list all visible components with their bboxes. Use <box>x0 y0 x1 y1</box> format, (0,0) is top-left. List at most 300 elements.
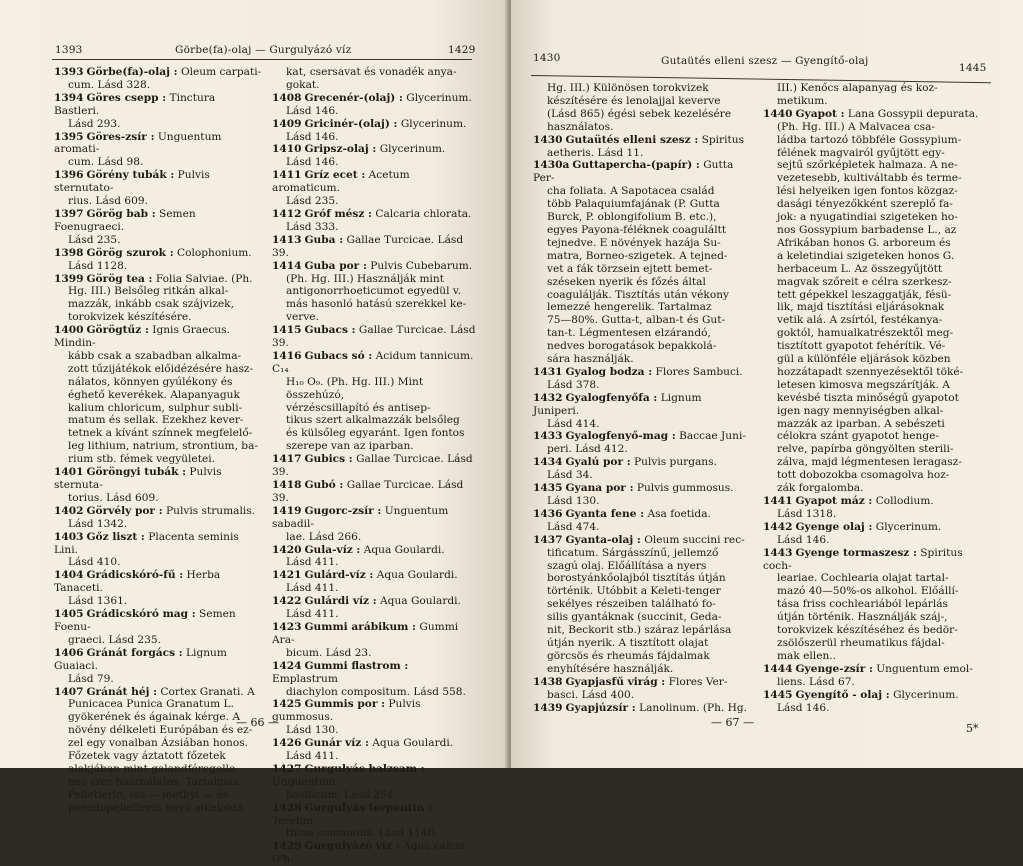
entry-number: 1405 <box>54 608 84 621</box>
entry-text-line: Lásd 1318. <box>777 507 837 520</box>
entry-number: 1413 <box>272 233 302 246</box>
entry-text-line: tejnedve. E növények hazája Su- <box>547 236 721 249</box>
entry-text-line: Lignum Guaiaci. <box>54 646 227 672</box>
entry-headword: Gyapjasfű virág : <box>565 675 666 688</box>
entry-text-line: Acidum tannicum. C₁₄ <box>272 349 474 375</box>
entry-text-line: Glycerinum. <box>379 143 446 156</box>
dictionary-entry <box>272 763 477 802</box>
dictionary-entry <box>533 392 751 431</box>
dictionary-entry <box>533 456 751 482</box>
entry-text-line: magvak szőreit e célra szerkesz- <box>777 275 952 288</box>
entry-text-line: lik, majd tisztítási eljárásoknak <box>777 301 945 314</box>
entry-headword: Gubics : <box>304 453 353 466</box>
entry-text-line: Flores Sambuci. <box>655 365 743 378</box>
entry-text-line: bicum. Lásd 23. <box>286 646 372 659</box>
entry-text-line: lési helyeiken igen fontos közgaz- <box>777 185 958 198</box>
entry-text-line: herbaceum L. Az összegyűjtött <box>777 262 943 275</box>
entry-text-line: dasági tényezőkként szereplő fa- <box>777 198 953 211</box>
entry-text-line: Lásd 79. <box>68 672 114 685</box>
entry-headword: Gubacs só : <box>304 349 373 362</box>
entry-text-line: Lásd 414. <box>547 417 600 430</box>
entry-text-line: Cortex Granati. A <box>160 685 255 698</box>
entry-text-line: Pulvis gummosus. <box>636 482 734 495</box>
entry-text-line: Lásd 235. <box>68 233 121 246</box>
entry-number: 1415 <box>272 324 302 337</box>
entry-text-line: Lanolinum. (Ph. Hg. <box>639 701 748 714</box>
entry-text-line: metikum. <box>777 94 828 107</box>
dictionary-entry <box>272 737 477 763</box>
entry-headword: Gulárdi víz : <box>304 595 377 608</box>
dictionary-entry <box>533 134 751 160</box>
entry-text-line: Herba Tanaceti. <box>54 569 221 595</box>
entry-headword: Gummi flastrom : <box>304 659 409 672</box>
entry-text-line: sára használják. <box>547 353 634 366</box>
entry-number: 1425 <box>272 698 302 711</box>
entry-text-line: éghető keverékek. Alapanyaguk <box>68 388 240 401</box>
entry-text-line: mazzák az iparban. A sebészeti <box>777 417 945 430</box>
entry-text-line: Glycerinum. <box>400 117 467 130</box>
entry-headword: Gubó : <box>304 479 344 491</box>
entry-text-line: Pulvis strumalis. <box>166 504 256 517</box>
entry-number: 1397 <box>54 207 84 220</box>
entry-text-line: Lásd 146. <box>777 533 830 546</box>
entry-text-line: III.) Kenőcs alapanyag és koz- <box>777 82 938 94</box>
entry-text-line: készítésére és lenolajjal keverve <box>547 94 721 107</box>
entry-text-line: nedves borogatások bepakkolá- <box>547 340 717 353</box>
entry-headword: Gulárd-víz : <box>304 569 374 582</box>
entry-text-line: Spiritus <box>701 133 745 146</box>
entry-text-line: Acetum aromaticum. <box>272 169 410 195</box>
entry-number: 1393 <box>54 66 84 78</box>
right-page-number: — 67 — <box>711 716 754 729</box>
entry-text-line: aetheris. Lásd 11. <box>547 146 644 159</box>
entry-text-line: Afrikában honos G. arboreum és <box>777 236 951 249</box>
dictionary-entry <box>533 366 751 392</box>
entry-headword: Gricinér-(olaj) : <box>304 117 398 130</box>
entry-text-line: peri. Lásd 412. <box>547 443 628 456</box>
entry-text-line: Spiritus coch- <box>763 546 963 572</box>
entry-headword: Gyenge-zsír : <box>795 662 873 675</box>
entry-headword: Gőz liszt : <box>86 530 145 543</box>
entry-number: 1422 <box>272 595 302 608</box>
entry-number: 1430a <box>533 159 570 172</box>
entry-text-line: Lásd 333. <box>286 220 339 233</box>
entry-number: 1404 <box>54 569 84 582</box>
entry-text-line: sejtű szőrképletek halmaza. A ne- <box>777 159 958 172</box>
dictionary-entry <box>272 208 477 234</box>
entry-text-line: Unguentum <box>272 775 336 788</box>
entry-text-line: tificatum. Sárgásszínű, jellemző <box>547 546 719 559</box>
entry-text-line: Lásd 34. <box>547 469 593 482</box>
entry-text-line: Lásd 1342. <box>68 517 128 530</box>
dictionary-entry <box>533 159 751 366</box>
entry-headword: Gránát héj : <box>86 685 158 698</box>
entry-number: 1409 <box>272 117 302 130</box>
entry-text-line: mazzák, inkább csak szájvizek, <box>68 298 234 311</box>
dictionary-entry <box>272 544 477 570</box>
entry-text-line: goktól, hamualkatrészektől meg- <box>777 327 954 340</box>
dictionary-entry <box>54 686 262 815</box>
entry-headword: Gránát forgács : <box>86 646 183 659</box>
entry-text-line: Lásd 411. <box>286 582 339 595</box>
entry-text-line: cum. Lásd 98. <box>68 156 144 169</box>
entry-headword: Gyenge olaj : <box>795 520 873 533</box>
entry-headword: Gunár víz : <box>304 737 369 750</box>
entry-text-line: Aqua Goulardi. <box>363 543 445 556</box>
entry-number: 1394 <box>54 91 84 104</box>
dictionary-entry <box>272 118 477 144</box>
dictionary-entry <box>272 143 477 169</box>
entry-text-line: Oleum carpati- <box>180 66 262 78</box>
entry-text-line: Gallae Turcicae. Lásd 39. <box>272 233 464 259</box>
entry-number: 1432 <box>533 391 563 404</box>
entry-text-line: történik. Utóbbit a Keleti-tenger <box>547 585 721 598</box>
entry-text-line: mak ellen.. <box>777 649 837 662</box>
entry-text-line: Aqua calcis. (Ph. <box>272 840 468 866</box>
entry-text-line: hozzátapadt szennyezésektől töké- <box>777 365 964 378</box>
entry-text-line: Glycerinum. <box>893 688 959 701</box>
entry-text-line: Pulvis sternutato- <box>54 169 210 195</box>
entry-number: 1443 <box>763 546 793 559</box>
entry-headword: Göres-zsír : <box>86 130 155 143</box>
entry-headword: Gurgulyás terpentin : <box>304 801 432 814</box>
left-page-number: — 66 — <box>236 716 279 729</box>
entry-number: 1395 <box>54 130 84 143</box>
dictionary-entry <box>54 169 262 208</box>
entry-number: 1440 <box>763 107 793 120</box>
entry-headword: Görög szurok : <box>86 246 174 259</box>
entry-number: 1410 <box>272 143 302 156</box>
entry-number: 1402 <box>54 504 84 517</box>
dictionary-entry <box>54 505 262 531</box>
dictionary-entry <box>272 260 477 325</box>
entry-number: 1426 <box>272 737 302 750</box>
entry-text-line: Glycerinum. <box>875 520 942 533</box>
left-header-rule <box>52 59 472 60</box>
entry-text-line: Aqua Goulardi. <box>376 569 458 582</box>
entry-text-line: (Lásd 865) égési sebek kezelésére <box>547 107 732 120</box>
entry-headword: Guttapercha-(papír) : <box>572 159 700 172</box>
entry-number: 1407 <box>54 685 84 698</box>
entry-headword: Görbe(fa)-olaj : <box>86 66 178 78</box>
entry-text-line: ládba tartozó többféle Gossypium- <box>777 133 962 146</box>
entry-text-line: Punicacea Punica Granatum L. <box>68 698 234 711</box>
entry-text-line: thina communis. Lásd 1146. <box>286 827 438 840</box>
entry-headword: Gula-víz : <box>304 543 361 556</box>
dictionary-entry <box>272 569 477 595</box>
entry-number: 1429 <box>272 840 302 853</box>
entry-text-line: Pulvis sternuta- <box>54 466 222 491</box>
entry-text-line: Pelletierin, iso — methyl — és <box>68 788 229 801</box>
entry-text-line: matum és sellak. Ezekhez kever- <box>68 414 244 427</box>
entry-text-line: Aqua Goulardi. <box>372 737 454 750</box>
entry-headword: Gurgulyás balzsam : <box>304 762 425 775</box>
entry-text-line: jok: a nyugatindiai szigeteken ho- <box>777 211 958 224</box>
dictionary-entry <box>763 82 983 108</box>
left-column-2 <box>272 66 477 866</box>
entry-text-line: basci. Lásd 400. <box>547 688 635 701</box>
entry-text-line: tetnek a kívánt színnek megfelelő- <box>68 427 253 440</box>
entry-headword: Gyanta-olaj : <box>565 533 641 546</box>
dictionary-entry <box>272 802 477 841</box>
entry-text-line: Hg. III.) Belsőleg ritkán alkal- <box>68 285 229 298</box>
entry-headword: Gyengítő - olaj : <box>795 688 890 701</box>
dictionary-entry <box>54 92 262 131</box>
entry-text-line: torokvizek készítésére. <box>68 311 192 324</box>
entry-text-line: pseudopelletierin nevű alkaloidá- <box>68 801 247 814</box>
entry-text-line: zák forgalomba. <box>777 482 864 495</box>
entry-number: 1414 <box>272 259 302 272</box>
entry-text-line: (Ph. Hg. III.) A Malvacea csa- <box>777 120 936 133</box>
entry-text-line: tikus szert alkalmazzák belsőleg <box>286 414 460 427</box>
dictionary-entry <box>763 521 983 547</box>
entry-text-line: vérzéscsillapító és antisep- <box>286 401 431 414</box>
right-page <box>511 0 1023 768</box>
dictionary-entry <box>533 482 751 508</box>
entry-text-line: Gutta Per- <box>533 159 734 185</box>
entry-text-line: Baccae Juni- <box>679 430 746 443</box>
dictionary-entry <box>272 324 477 350</box>
entry-number: 1416 <box>272 349 302 362</box>
entry-number: 1437 <box>533 533 563 546</box>
dictionary-entry <box>54 247 262 273</box>
dictionary-entry <box>272 66 477 92</box>
entry-text-line: görcsös és rheumás fájdalmak <box>547 649 710 662</box>
dictionary-entry <box>272 595 477 621</box>
entry-text-line: Asa foetida. <box>647 507 711 520</box>
entry-text-line: lemezzé hengerelik. Tartalmaz <box>547 301 712 314</box>
entry-text-line: félének magvairól gyűjtött egy- <box>777 146 945 159</box>
entry-text-line: Colophonium. <box>177 246 252 259</box>
entry-headword: Gyanta fene : <box>565 507 645 520</box>
entry-text-line: lae. Lásd 266. <box>286 530 362 543</box>
entry-text-line: szagú olaj. Előállítása a nyers <box>547 559 707 572</box>
entry-text-line: torokvizek készítéséhez és bedör- <box>777 624 958 637</box>
entry-headword: Gurgulyázó víz : <box>304 840 400 853</box>
entry-text-line: Lásd 411. <box>286 556 339 569</box>
entry-text-line: Lásd 130. <box>547 495 600 507</box>
dictionary-entry <box>533 508 751 534</box>
entry-text-line: nit, Beckorit stb.) száraz lepárlása <box>547 624 732 637</box>
dictionary-entry <box>763 495 983 521</box>
entry-headword: Gummis por : <box>304 698 385 711</box>
entry-text-line: tan-t. Légmentesen elzárandó, <box>547 327 711 340</box>
dictionary-entry <box>272 169 477 208</box>
entry-text-line: használatos. <box>547 120 614 133</box>
entry-text-line: növény délkeleti Európában és ez- <box>68 724 253 737</box>
entry-text-line: egyes Payona-féléknek coaguláltt <box>547 223 727 236</box>
entry-headword: Gyana por : <box>565 482 634 495</box>
entry-text-line: sekélyes részeiben található fo- <box>547 598 716 611</box>
signature-mark: 5* <box>966 722 979 735</box>
entry-text-line: vet a fák törzsein ejtett bemet- <box>547 262 713 275</box>
entry-number: 1434 <box>533 456 563 469</box>
entry-headword: Grádicskóró-fű : <box>86 569 184 582</box>
entry-text-line: célokra szánt gyapotot henge- <box>777 430 939 443</box>
entry-headword: Gyapot : <box>795 107 845 120</box>
entry-number: 1430 <box>533 133 563 146</box>
entry-headword: Gríz ecet : <box>304 169 366 182</box>
dictionary-entry <box>272 621 477 660</box>
entry-text-line: Unguentum sabadil- <box>272 504 449 530</box>
entry-text-line: zott tűzijátékok előidézésére hasz- <box>68 362 254 375</box>
entry-text-line: Pulvis purgans. <box>634 456 717 469</box>
entry-text-line: Gallae Turcicae. Lásd 39. <box>272 453 473 479</box>
entry-text-line: kevésbé tiszta minőségű gyapotot <box>777 391 959 404</box>
entry-text-line: Lásd 235. <box>286 195 339 208</box>
entry-text-line: Lana Gossypii depurata. <box>847 107 979 120</box>
entry-headword: Guba : <box>304 233 344 246</box>
entry-number: 1445 <box>763 688 793 701</box>
left-page <box>0 0 509 866</box>
entry-text-line: Placenta seminis Lini. <box>54 530 239 556</box>
entry-text-line: Unguentum emol- <box>876 662 973 675</box>
entry-number: 1401 <box>54 466 84 479</box>
entry-number: 1423 <box>272 620 302 633</box>
entry-text-line: tisztított gyapotot fehérítik. Vé- <box>777 340 946 353</box>
entry-headword: Gugorc-zsír : <box>304 504 382 517</box>
entry-number: 1444 <box>763 662 793 675</box>
entry-headword: Görög tea : <box>86 272 153 285</box>
entry-text-line: Lignum Juniperi. <box>533 391 702 417</box>
entry-headword: Gyalú por : <box>565 456 631 469</box>
entry-text-line: több Palaquiumfajának (P. Gutta <box>547 198 720 211</box>
entry-text-line: más hasonló hatású szerekkel ke- <box>286 298 467 311</box>
entry-headword: Görvély por : <box>86 504 163 517</box>
entry-text-line: 75—80%. Gutta-t, alban-t és Gut- <box>547 314 726 327</box>
dictionary-entry <box>54 208 262 247</box>
dictionary-entry <box>272 840 477 866</box>
dictionary-entry <box>272 234 477 260</box>
entry-headword: Göröngyi tubák : <box>86 466 187 479</box>
entry-text-line: a keletindiai szigeteken honos G. <box>777 249 955 262</box>
entry-number: 1421 <box>272 569 302 582</box>
entry-number: 1436 <box>533 507 563 520</box>
entry-headword: Gutaütés elleni szesz : <box>565 133 699 146</box>
entry-number: 1438 <box>533 675 563 688</box>
entry-text-line: Lásd 378. <box>547 378 600 391</box>
entry-number: 1400 <box>54 324 84 337</box>
entry-text-line: Semen Foenugraeci. <box>54 207 196 233</box>
entry-text-line: H₁₀ O₉. (Ph. Hg. III.) Mint összehúzó, <box>286 375 424 401</box>
entry-text-line: rius. Lásd 609. <box>68 195 148 208</box>
entry-text-line: Oleum succini rec- <box>644 533 745 546</box>
dictionary-entry <box>533 430 751 456</box>
entry-number: 1419 <box>272 504 302 517</box>
entry-text-line: Lásd 411. <box>286 608 339 621</box>
entry-number: 1411 <box>272 169 302 182</box>
right-column-1 <box>533 82 751 714</box>
entry-number: 1418 <box>272 479 302 491</box>
entry-text-line: és külsőleg egyaránt. Igen fontos <box>286 427 465 440</box>
dictionary-entry <box>533 82 751 134</box>
entry-text-line: Hg. III.) Különösen torokvizek <box>547 82 709 94</box>
entry-text-line: cha foliata. A Sapotacea család <box>547 185 715 198</box>
dictionary-entry <box>272 350 477 453</box>
entry-text-line: liens. Lásd 67. <box>777 675 855 688</box>
entry-text-line: Burck, P. oblongifolium B. etc.), <box>547 211 717 224</box>
dictionary-entry <box>54 531 262 570</box>
entry-text-line: igen nagy mennyiségben alkal- <box>777 404 944 417</box>
entry-headword: Gripsz-olaj : <box>304 143 377 156</box>
entry-text-line: enyhítésére használják. <box>547 662 674 675</box>
entry-text-line: gül a különféle eljárások közben <box>777 353 951 366</box>
entry-text-line: kalium chloricum, sulphur subli- <box>68 401 243 414</box>
entry-number: 1428 <box>272 801 302 814</box>
entry-number: 1433 <box>533 430 563 443</box>
left-column-1 <box>54 66 262 815</box>
entry-headword: Görög bab : <box>86 207 156 220</box>
dictionary-entry <box>272 660 477 699</box>
entry-headword: Gummi arábikum : <box>304 620 416 633</box>
entry-number: 1431 <box>533 365 563 378</box>
entry-text-line: rium stb. fémek vegyületei. <box>68 453 215 466</box>
entry-text-line: mazó 40—50%-os alkohol. Előállí- <box>777 585 959 598</box>
entry-text-line: silis gyantáknak (succinit, Geda- <box>547 611 722 624</box>
entry-text-line: útján történik. Használják száj-, <box>777 611 948 624</box>
dictionary-entry <box>272 92 477 118</box>
dictionary-entry <box>54 324 262 466</box>
entry-text-line: basilicum. Lásd 254. <box>286 788 397 801</box>
entry-text-line: tett gépekkel leszaggatják, fésü- <box>777 288 952 301</box>
entry-text-line: Gummi Ara- <box>272 620 459 646</box>
entry-text-line: Lásd 146. <box>286 130 339 143</box>
dictionary-entry <box>54 647 262 686</box>
entry-number: 1417 <box>272 453 302 466</box>
dictionary-entry <box>272 479 477 505</box>
entry-headword: Grádicskóró mag : <box>86 608 196 621</box>
entry-text-line: útján nyerik. A tisztított olajat <box>547 636 709 649</box>
entry-text-line: Lásd 130. <box>286 724 339 737</box>
dictionary-entry <box>54 466 262 505</box>
dictionary-entry <box>272 453 477 479</box>
entry-text-line: Lásd 293. <box>68 117 121 130</box>
entry-text-line: Lásd 146. <box>286 156 339 169</box>
entry-text-line: Lásd 410. <box>68 556 121 569</box>
entry-number: 1442 <box>763 520 793 533</box>
entry-text-line: Flores Ver- <box>668 675 728 688</box>
entry-text-line: nálatos, könnyen gyúlékony és <box>68 375 233 388</box>
entry-text-line: zel egy vonalban Ázsiában honos. <box>68 737 249 750</box>
entry-text-line: Lásd 146. <box>286 104 339 117</box>
entry-text-line: Lásd 146. <box>777 701 830 714</box>
entry-text-line: Tinctura Bastleri. <box>54 91 216 117</box>
entry-text-line: Calcaria chlorata. <box>375 207 472 220</box>
entry-text-line: leariae. Cochlearia olajat tartal- <box>777 572 949 585</box>
entry-text-line: graeci. Lásd 235. <box>68 633 162 646</box>
entry-text-line: tása friss cochleariából lepárlás <box>777 598 948 611</box>
entry-text-line: vetik alá. A zsírtól, festékanya- <box>777 314 943 327</box>
entry-text-line: gyökerének és ágainak kérge. A <box>68 711 241 724</box>
entry-number: 1412 <box>272 207 302 220</box>
entry-text-line: leg lithium, natrium, strontium, ba- <box>68 440 258 453</box>
entry-text-line: borostyánkőolajból tisztítás útján <box>547 572 726 585</box>
entry-headword: Gróf mész : <box>304 207 372 220</box>
entry-text-line: torius. Lásd 609. <box>68 491 159 504</box>
dictionary-entry <box>272 698 477 737</box>
entry-text-line: szerepe van az iparban. <box>286 440 414 453</box>
dictionary-entry <box>54 131 262 170</box>
entry-text-line: széseken nyerik és főzés által <box>547 275 706 288</box>
entry-headword: Gyenge tormaszesz : <box>795 546 917 559</box>
dictionary-entry <box>272 505 477 544</box>
dictionary-entry <box>533 534 751 676</box>
entry-text-line: Lásd 411. <box>286 750 339 763</box>
entry-text-line: Gallae Turcicae. Lásd 39. <box>272 479 464 504</box>
left-header-range-start: 1393 <box>55 44 83 56</box>
entry-headword: Görény tubák : <box>86 169 175 182</box>
entry-text-line: Pulvis Cubebarum. <box>370 259 473 272</box>
